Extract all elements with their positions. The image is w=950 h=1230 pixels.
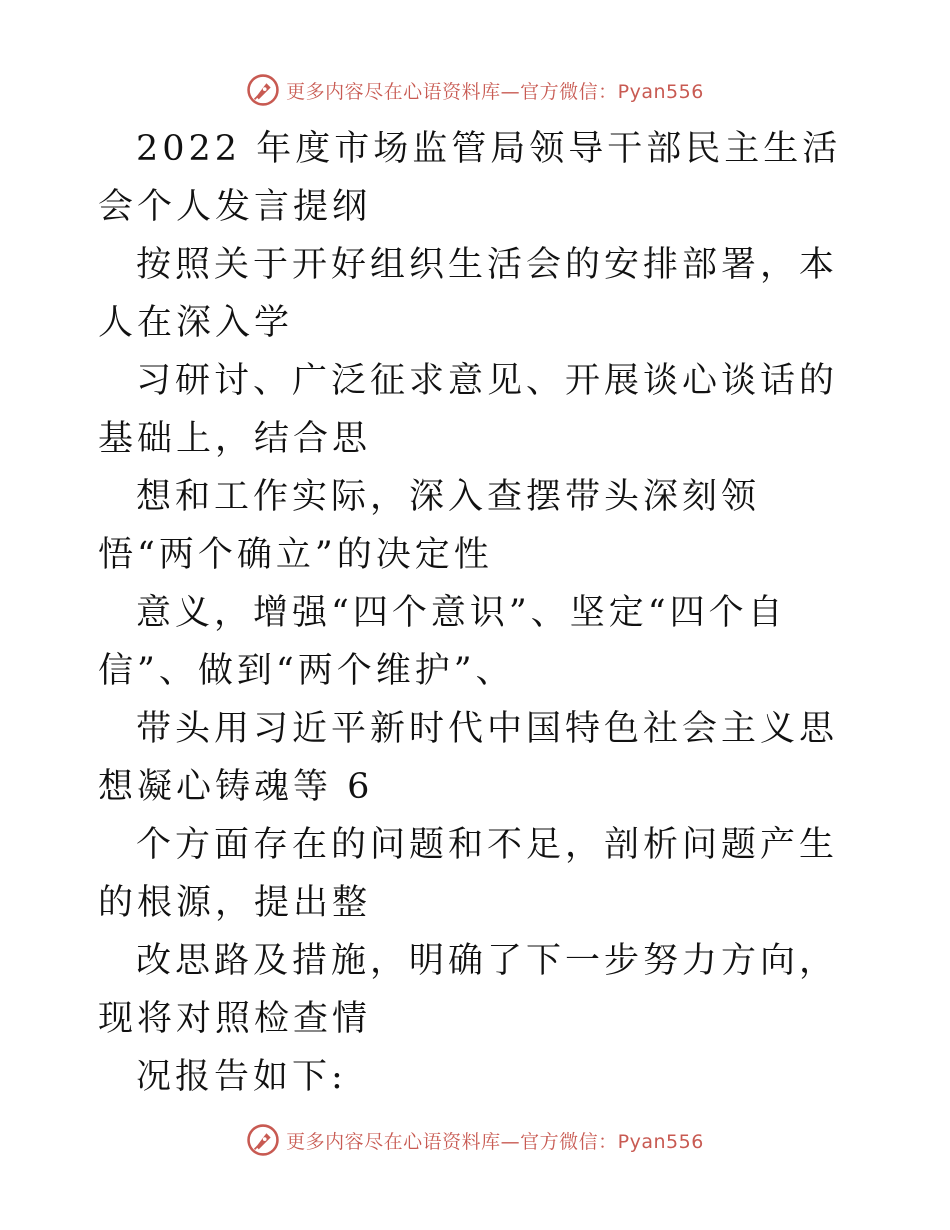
paragraph-line: 带头用习近平新时代中国特色社会主义思想凝心铸魂等 6 bbox=[98, 709, 839, 807]
paragraph-line: 个方面存在的问题和不足，剖析问题产生的根源，提出整 bbox=[98, 825, 839, 923]
pen-nib-logo-icon bbox=[246, 73, 280, 107]
header-watermark bbox=[0, 70, 950, 110]
paragraph-line: 按照关于开好组织生活会的安排部署，本人在深入学 bbox=[98, 245, 839, 343]
watermark-text: 更多内容尽在心语资料库—官方微信：Pyan556 bbox=[286, 80, 704, 103]
paragraph-line: 改思路及措施，明确了下一步努力方向，现将对照检查情 bbox=[98, 941, 839, 1039]
paragraph-line: 想和工作实际，深入查摆带头深刻领悟“两个确立”的决定性 bbox=[98, 477, 761, 575]
paragraph-line: 况报告如下: bbox=[136, 1057, 347, 1097]
footer-watermark bbox=[0, 1120, 950, 1160]
document-body bbox=[98, 120, 858, 1106]
paragraph-line: 习研讨、广泛征求意见、开展谈心谈话的基础上，结合思 bbox=[98, 361, 839, 459]
watermark-text: 更多内容尽在心语资料库—官方微信：Pyan556 bbox=[286, 1130, 704, 1153]
pen-nib-logo-icon bbox=[246, 1123, 280, 1157]
document-title: 2022 年度市场监管局领导干部民主生活会个人发言提纲 bbox=[98, 129, 842, 227]
paragraph-line: 意义，增强“四个意识”、坚定“四个自信”、做到“两个维护”、 bbox=[98, 593, 787, 691]
